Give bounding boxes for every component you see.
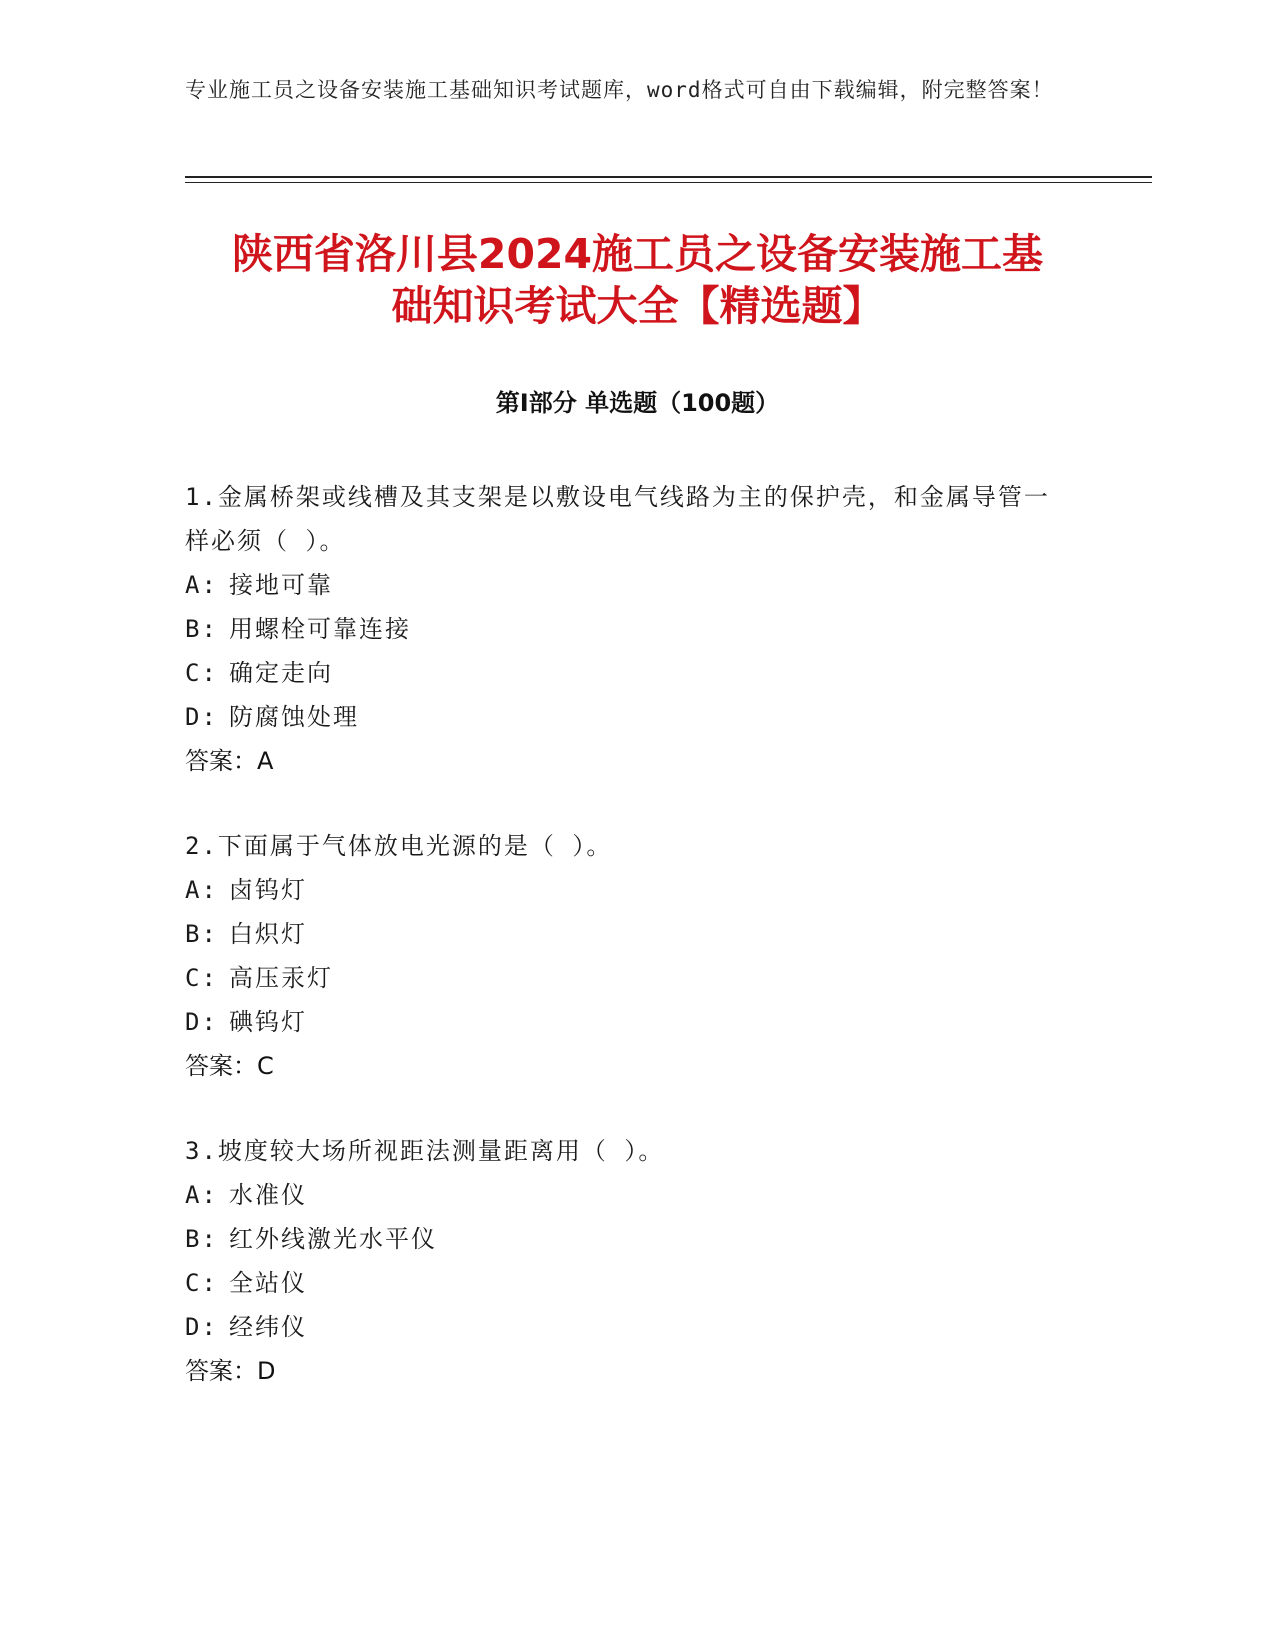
question-stem: 3.坡度较大场所视距法测量距离用（ ）。 (185, 1137, 665, 1165)
option-a (185, 868, 1065, 912)
option-text: 用螺栓可靠连接 (229, 615, 411, 643)
option-text: 水准仪 (229, 1181, 307, 1209)
option-c (185, 956, 1065, 1000)
question-2 (185, 824, 1065, 1088)
option-b (185, 912, 1065, 956)
option-b (185, 1217, 1065, 1261)
option-text: 红外线激光水平仪 (229, 1225, 437, 1253)
document-title (185, 228, 1090, 332)
option-d (185, 1000, 1065, 1044)
answer-line: 答案：A (185, 747, 274, 775)
document-title-line-2: 础知识考试大全【精选题】 (391, 282, 884, 330)
option-key: D: (185, 1313, 218, 1341)
option-key: C: (185, 1269, 218, 1297)
option-b (185, 607, 1065, 651)
option-text: 卤钨灯 (229, 876, 307, 904)
header-divider-thin (185, 182, 1152, 183)
option-a (185, 1173, 1065, 1217)
question-list (185, 475, 1065, 1434)
option-text: 高压汞灯 (229, 964, 333, 992)
option-a (185, 563, 1065, 607)
question-stem: 2.下面属于气体放电光源的是（ ）。 (185, 832, 613, 860)
option-key: D: (185, 703, 218, 731)
option-text: 确定走向 (229, 659, 333, 687)
option-key: B: (185, 1225, 218, 1253)
option-d (185, 1305, 1065, 1349)
option-key: A: (185, 571, 218, 599)
header-note: 专业施工员之设备安装施工基础知识考试题库，word格式可自由下载编辑，附完整答案！ (185, 78, 1054, 102)
option-key: A: (185, 876, 218, 904)
question-3 (185, 1129, 1065, 1393)
option-key: C: (185, 659, 218, 687)
option-d (185, 695, 1065, 739)
option-key: A: (185, 1181, 218, 1209)
option-text: 白炽灯 (229, 920, 307, 948)
option-c (185, 1261, 1065, 1305)
answer-line: 答案：D (185, 1357, 276, 1385)
option-key: B: (185, 920, 218, 948)
option-key: B: (185, 615, 218, 643)
option-key: D: (185, 1008, 218, 1036)
option-text: 经纬仪 (229, 1313, 307, 1341)
option-c (185, 651, 1065, 695)
option-text: 碘钨灯 (229, 1008, 307, 1036)
section-heading: 第Ⅰ部分 单选题（100题） (495, 389, 780, 417)
document-title-line-1: 陕西省洛川县2024施工员之设备安装施工基 (231, 230, 1044, 278)
question-1 (185, 475, 1065, 783)
option-key: C: (185, 964, 218, 992)
answer-line: 答案：C (185, 1052, 274, 1080)
question-stem: 1.金属桥架或线槽及其支架是以敷设电气线路为主的保护壳，和金属导管一样必须（ ）。 (185, 483, 1050, 555)
option-text: 接地可靠 (229, 571, 333, 599)
option-text: 全站仪 (229, 1269, 307, 1297)
option-text: 防腐蚀处理 (229, 703, 359, 731)
header-divider-thick (185, 176, 1152, 178)
